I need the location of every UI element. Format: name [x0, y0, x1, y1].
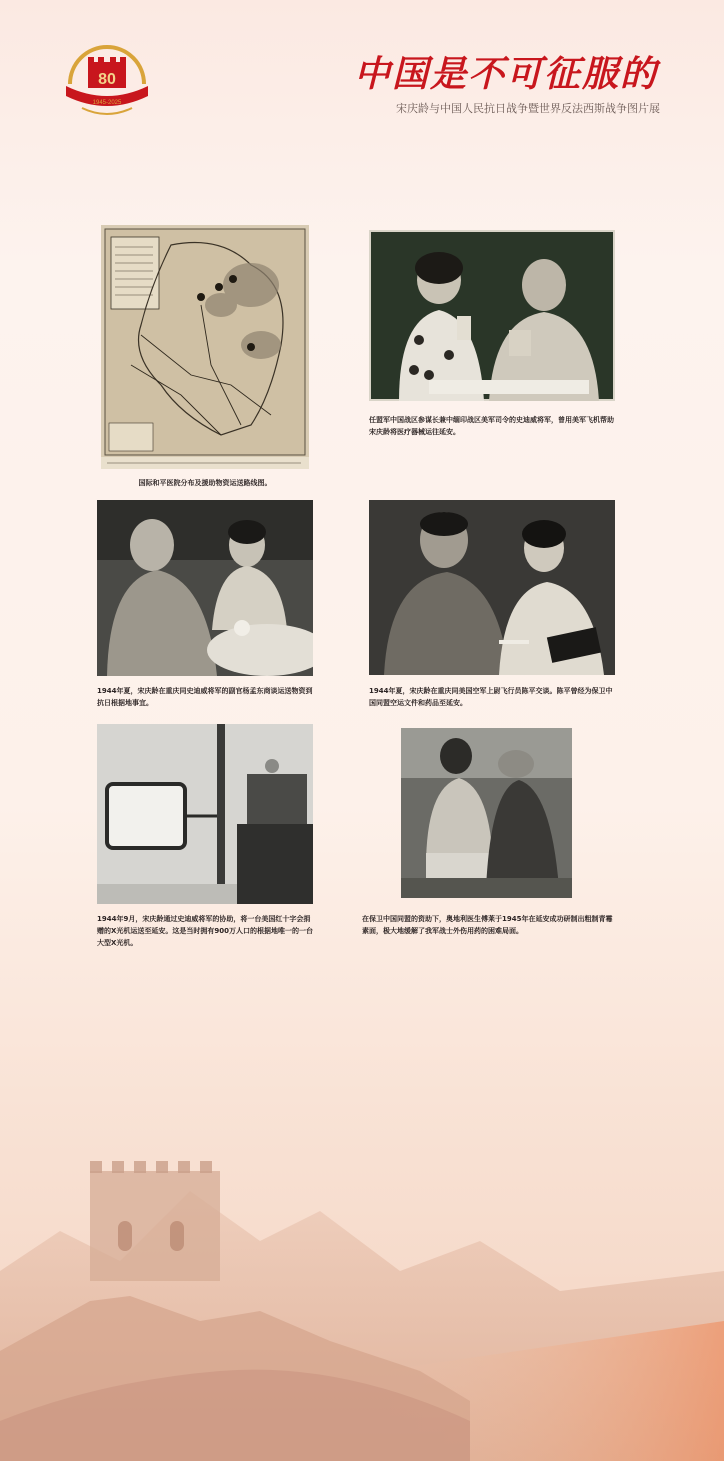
photo-image [97, 724, 313, 904]
photo-image [97, 500, 313, 676]
anniversary-logo [62, 44, 152, 120]
map-image [101, 225, 309, 469]
photo-aide-meeting [97, 500, 313, 676]
caption-penicillin-doctor: 在保卫中国同盟的资助下，奥地利医生傅莱于1945年在延安成功研制出粗制青霉素面，极大地缓解了我军战士外伤用药的困难局面。 [362, 915, 613, 935]
photo-pilot-chat [369, 500, 615, 675]
caption-aide-meeting: 1944年夏，宋庆龄在重庆同史迪威将军的副官杨孟东商谈运送物资到抗日根据地事宜。 [97, 687, 313, 707]
logo-years: 1945-2025 [92, 100, 122, 106]
caption-xray-machine: 1944年9月，宋庆龄通过史迪威将军的协助，将一台美国红十字会捐赠的X光机运送至延安。这是当时拥有900万人口的根据地唯一的一台大型X光机。 [97, 915, 314, 947]
photo-stilwell-toast [369, 230, 615, 401]
caption-hospital-map: 国际和平医院分布及援助物资运送路线图。 [138, 479, 272, 487]
page-title: 中国是不可征服的 [353, 53, 658, 95]
logo-number: 80 [98, 71, 116, 88]
photo-image [369, 500, 615, 675]
photo-penicillin-doctor [401, 728, 572, 898]
caption-stilwell-toast: 任盟军中国战区参谋长兼中缅印战区美军司令的史迪威将军，曾用美军飞机帮助宋庆龄将医疗器械运往延安。 [369, 416, 614, 436]
photo-xray-machine [97, 724, 313, 904]
photo-hospital-map [101, 225, 309, 469]
caption-pilot-chat: 1944年夏，宋庆龄在重庆同美国空军上尉飞行员陈平交谈。陈平曾经为保卫中国同盟空运文件和药品至延安。 [369, 687, 613, 707]
photo-image [401, 728, 572, 898]
great-wall-background [0, 1121, 724, 1461]
page-header [0, 0, 724, 140]
page-subtitle: 宋庆龄与中国人民抗日战争暨世界反法西斯战争图片展 [396, 102, 660, 115]
photo-image [369, 230, 615, 401]
